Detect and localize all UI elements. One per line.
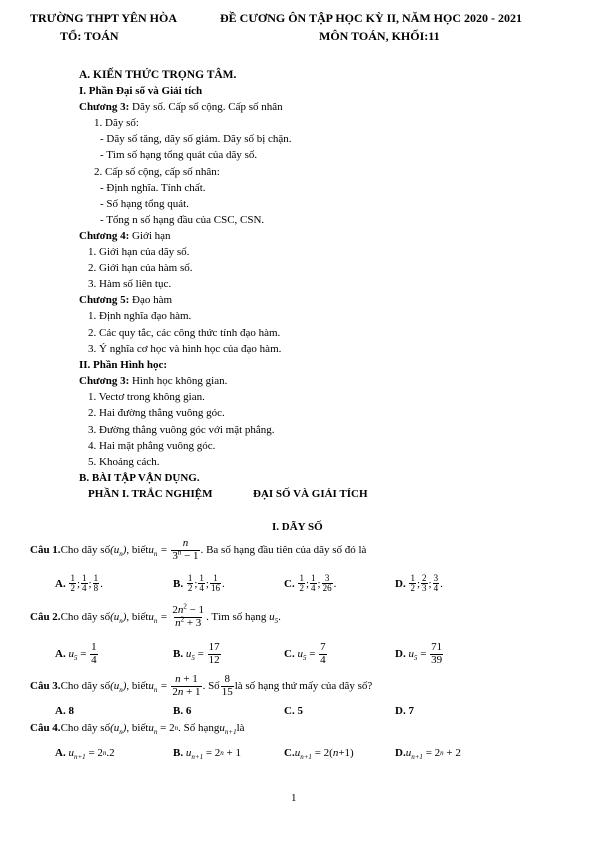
- ch3-item-1: 1. Dãy số:: [94, 117, 139, 129]
- part-multiple-choice: PHẦN I. TRẮC NGHIỆM: [88, 488, 213, 500]
- question-4: Câu 4. Cho dãy số $(u_n)$ , biết $u_n$ = 2 n . Số hạng $u_{n+1}$ là: [30, 722, 245, 737]
- q3-option-c[interactable]: C. 5: [284, 705, 303, 717]
- q4-option-d[interactable]: D. $u_{n+1}$ = 2 n + 2: [395, 747, 461, 762]
- q3-option-d[interactable]: D. 7: [395, 705, 414, 717]
- ch4-item-1: 1. Giới hạn của dãy số.: [88, 246, 190, 258]
- q4-option-a[interactable]: A. $u_{n+1}$ = 2 n .2: [55, 747, 115, 762]
- chapter4-line: Chương 4: Giới hạn: [79, 230, 171, 242]
- q2-option-a[interactable]: A. $u_5$ = $\frac{1}{4}$: [55, 641, 97, 666]
- ch3-item-3: - Tìm số hạng tổng quát của dãy số.: [100, 149, 258, 161]
- q1-option-c[interactable]: C. $\frac{1}{2}$ ; $\frac{1}{4}$ ; $\frac{3}{26}$ .: [284, 573, 337, 594]
- g3-item-4: 4. Hai mặt phẳng vuông góc.: [88, 440, 216, 452]
- ch3-item-2: - Dãy số tăng, dãy số giảm. Dãy số bị chặn.: [100, 133, 292, 145]
- part-topic: ĐẠI SỐ VÀ GIẢI TÍCH: [253, 488, 368, 500]
- chapter5-line: Chương 5: Đạo hàm: [79, 294, 173, 306]
- q3-option-a[interactable]: A. 8: [55, 705, 74, 717]
- g3-item-2: 2. Hai đường thẳng vuông góc.: [88, 407, 225, 419]
- question-1: Câu 1. Cho dãy số $(u_n)$ , biết $u_n$ = $\frac{n}{3^n - 1}$ . Ba số hạng đầu tiên của dãy số đó là: [30, 537, 367, 562]
- q3-option-b[interactable]: B. 6: [173, 705, 192, 717]
- q4-option-b[interactable]: B. $u_{n+1}$ = 2 n + 1: [173, 747, 242, 762]
- page-number: 1: [291, 792, 297, 804]
- section-a-heading: A. KIẾN THỨC TRỌNG TÂM.: [79, 69, 237, 81]
- school-name: TRƯỜNG THPT YÊN HÒA: [30, 11, 178, 25]
- section-b-heading: B. BÀI TẬP VẬN DỤNG.: [79, 472, 200, 484]
- question-2: Câu 2. Cho dãy số $(u_n)$ , biết $u_n$ = $\frac{2n^2 - 1}{n^2 + 3}$ . Tìm số hạng $u_5$ .: [30, 602, 281, 629]
- ch5-item-3: 3. Ý nghĩa cơ học và hình học của đạo hàm.: [88, 343, 282, 355]
- subsection-heading: I. DÃY SỐ: [272, 521, 323, 533]
- subject-grade: MÔN TOÁN, KHỐI:11: [319, 29, 440, 43]
- question-3: Câu 3. Cho dãy số $(u_n)$ , biết $u_n$ = $\frac{n + 1}{2n + 1}$ . Số $\frac{8}{15}$ là số hạng thứ mấy của dãy số?: [30, 673, 373, 698]
- ch5-item-2: 2. Các quy tắc, các công thức tính đạo hàm.: [88, 327, 281, 339]
- ch4-item-3: 3. Hàm số liên tục.: [88, 278, 172, 290]
- ch3-item-7: - Tổng n số hạng đầu của CSC, CSN.: [100, 214, 265, 226]
- geometry-chapter3-line: Chương 3: Hình học không gian.: [79, 375, 228, 387]
- q2-option-c[interactable]: C. $u_5$ = $\frac{7}{4}$: [284, 641, 326, 666]
- q1-option-b[interactable]: B. $\frac{1}{2}$ ; $\frac{1}{4}$ ; $\frac{1}{16}$ .: [173, 573, 225, 594]
- ch5-item-1: 1. Định nghĩa đạo hàm.: [88, 310, 192, 322]
- q1-option-d[interactable]: D. $\frac{1}{2}$ ; $\frac{2}{3}$ ; $\frac{3}{4}$ .: [395, 573, 443, 594]
- ch4-item-2: 2. Giới hạn của hàm số.: [88, 262, 193, 274]
- ch3-item-4: 2. Cấp số cộng, cấp số nhân:: [94, 166, 220, 178]
- ch3-item-6: - Số hạng tổng quát.: [100, 198, 189, 210]
- chapter3-line: Chương 3: Dãy số. Cấp số cộng. Cấp số nhân: [79, 101, 283, 113]
- team-name: TỔ: TOÁN: [60, 29, 119, 43]
- g3-item-5: 5. Khoảng cách.: [88, 456, 160, 468]
- q1-option-a[interactable]: A. $\frac{1}{2}$ ; $\frac{1}{4}$ ; $\frac{1}{8}$ .: [55, 573, 103, 594]
- document-title: ĐỀ CƯƠNG ÔN TẬP HỌC KỲ II, NĂM HỌC 2020 - 2021: [220, 11, 523, 25]
- g3-item-1: 1. Vectơ trong không gian.: [88, 391, 205, 403]
- ch3-item-5: - Định nghĩa. Tính chất.: [100, 182, 206, 194]
- q4-option-c[interactable]: C. $u_{n+1}$ = 2( n +1): [284, 747, 354, 762]
- part1-heading: I. Phần Đại số và Giải tích: [79, 85, 203, 97]
- q2-option-d[interactable]: D. $u_5$ = $\frac{71}{39}$: [395, 641, 443, 666]
- part2-heading: II. Phần Hình học:: [79, 359, 168, 371]
- q2-option-b[interactable]: B. $u_5$ = $\frac{17}{12}$: [173, 641, 220, 666]
- g3-item-3: 3. Đường thẳng vuông góc với mặt phẳng.: [88, 424, 275, 436]
